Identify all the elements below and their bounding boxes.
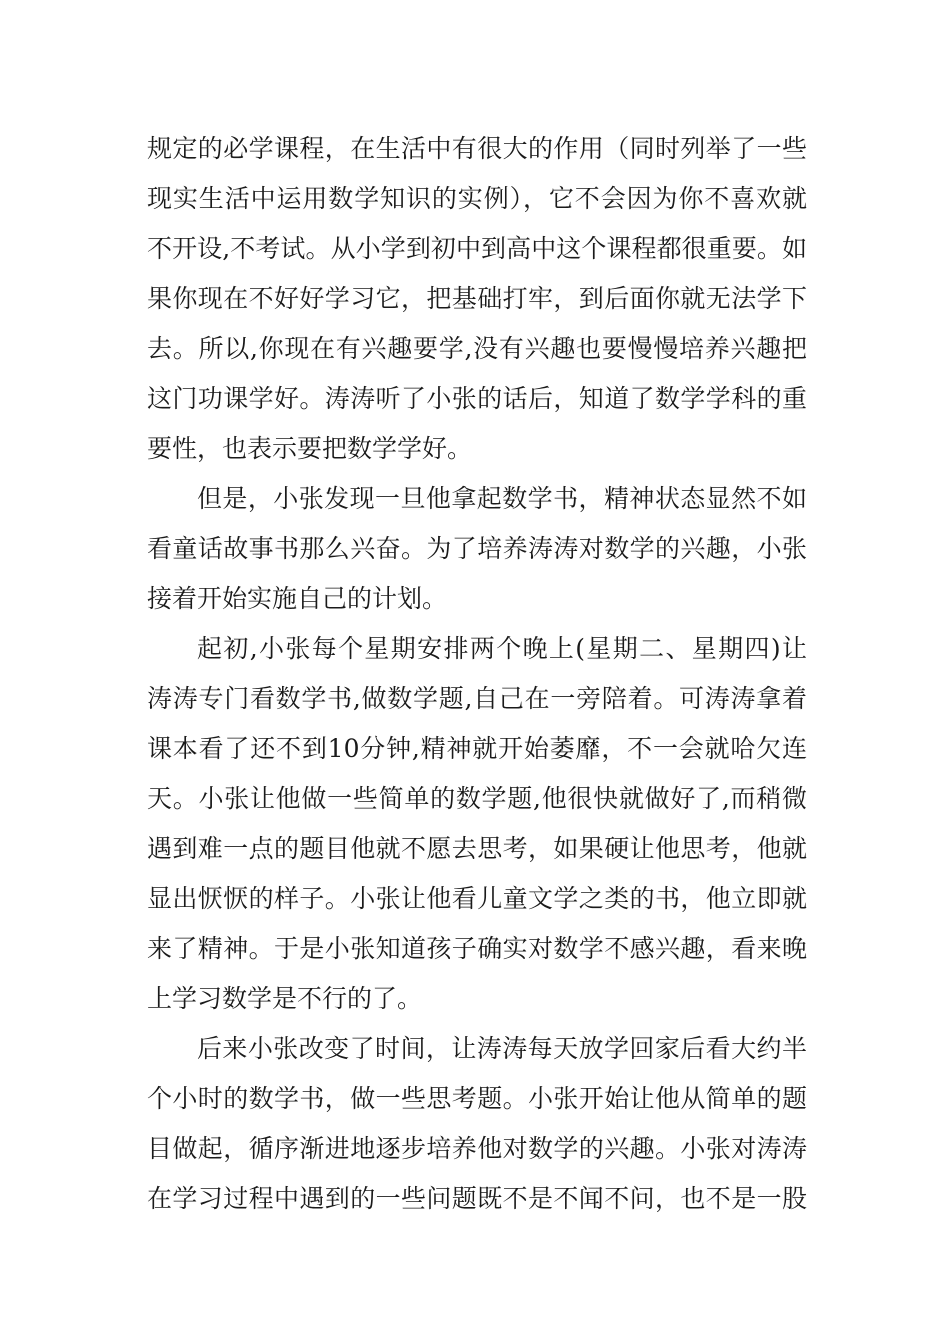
text-line: 不开设,不考试。从小学到初中到高中这个课程都很重要。如 (147, 234, 807, 263)
text-line: 现实生活中运用数学知识的实例），它不会因为你不喜欢就 (147, 184, 807, 213)
text-line: 要性，也表示要把数学学好。 (147, 434, 473, 463)
text-line: 显出恹恹的样子。小张让他看儿童文学之类的书，他立即就 (147, 884, 807, 913)
paragraph (147, 124, 807, 474)
text-line: 目做起，循序渐进地逐步培养他对数学的兴趣。小张对涛涛 (147, 1134, 807, 1163)
text-line: 涛涛专门看数学书,做数学题,自己在一旁陪着。可涛涛拿着 (147, 684, 807, 713)
text-line: 这门功课学好。涛涛听了小张的话后，知道了数学学科的重 (147, 384, 807, 413)
text-line: 在学习过程中遇到的一些问题既不是不闻不问，也不是一股 (147, 1184, 807, 1213)
paragraph (147, 1024, 807, 1224)
text-line: 但是，小张发现一旦他拿起数学书，精神状态显然不如 (197, 484, 807, 513)
text-line: 果你现在不好好学习它，把基础打牢，到后面你就无法学下 (147, 284, 807, 313)
text-line: 看童话故事书那么兴奋。为了培养涛涛对数学的兴趣，小张 (147, 534, 807, 563)
text-line: 规定的必学课程，在生活中有很大的作用（同时列举了一些 (147, 134, 807, 163)
paragraph (147, 474, 807, 624)
paragraph (147, 624, 807, 1024)
text-line: 上学习数学是不行的了。 (147, 984, 423, 1013)
text-line: 后来小张改变了时间，让涛涛每天放学回家后看大约半 (197, 1034, 807, 1063)
text-line: 个小时的数学书，做一些思考题。小张开始让他从简单的题 (147, 1084, 807, 1113)
text-line: 起初,小张每个星期安排两个晚上(星期二、星期四)让 (197, 634, 807, 663)
text-line: 去。所以,你现在有兴趣要学,没有兴趣也要慢慢培养兴趣把 (147, 334, 807, 363)
document-body (147, 124, 807, 1224)
text-line: 来了精神。于是小张知道孩子确实对数学不感兴趣，看来晚 (147, 934, 807, 963)
text-line: 遇到难一点的题目他就不愿去思考，如果硬让他思考，他就 (147, 834, 807, 863)
text-line: 课本看了还不到10分钟,精神就开始萎靡，不一会就哈欠连 (147, 734, 807, 763)
text-line: 接着开始实施自己的计划。 (147, 584, 448, 613)
text-line: 天。小张让他做一些简单的数学题,他很快就做好了,而稍微 (147, 784, 807, 813)
